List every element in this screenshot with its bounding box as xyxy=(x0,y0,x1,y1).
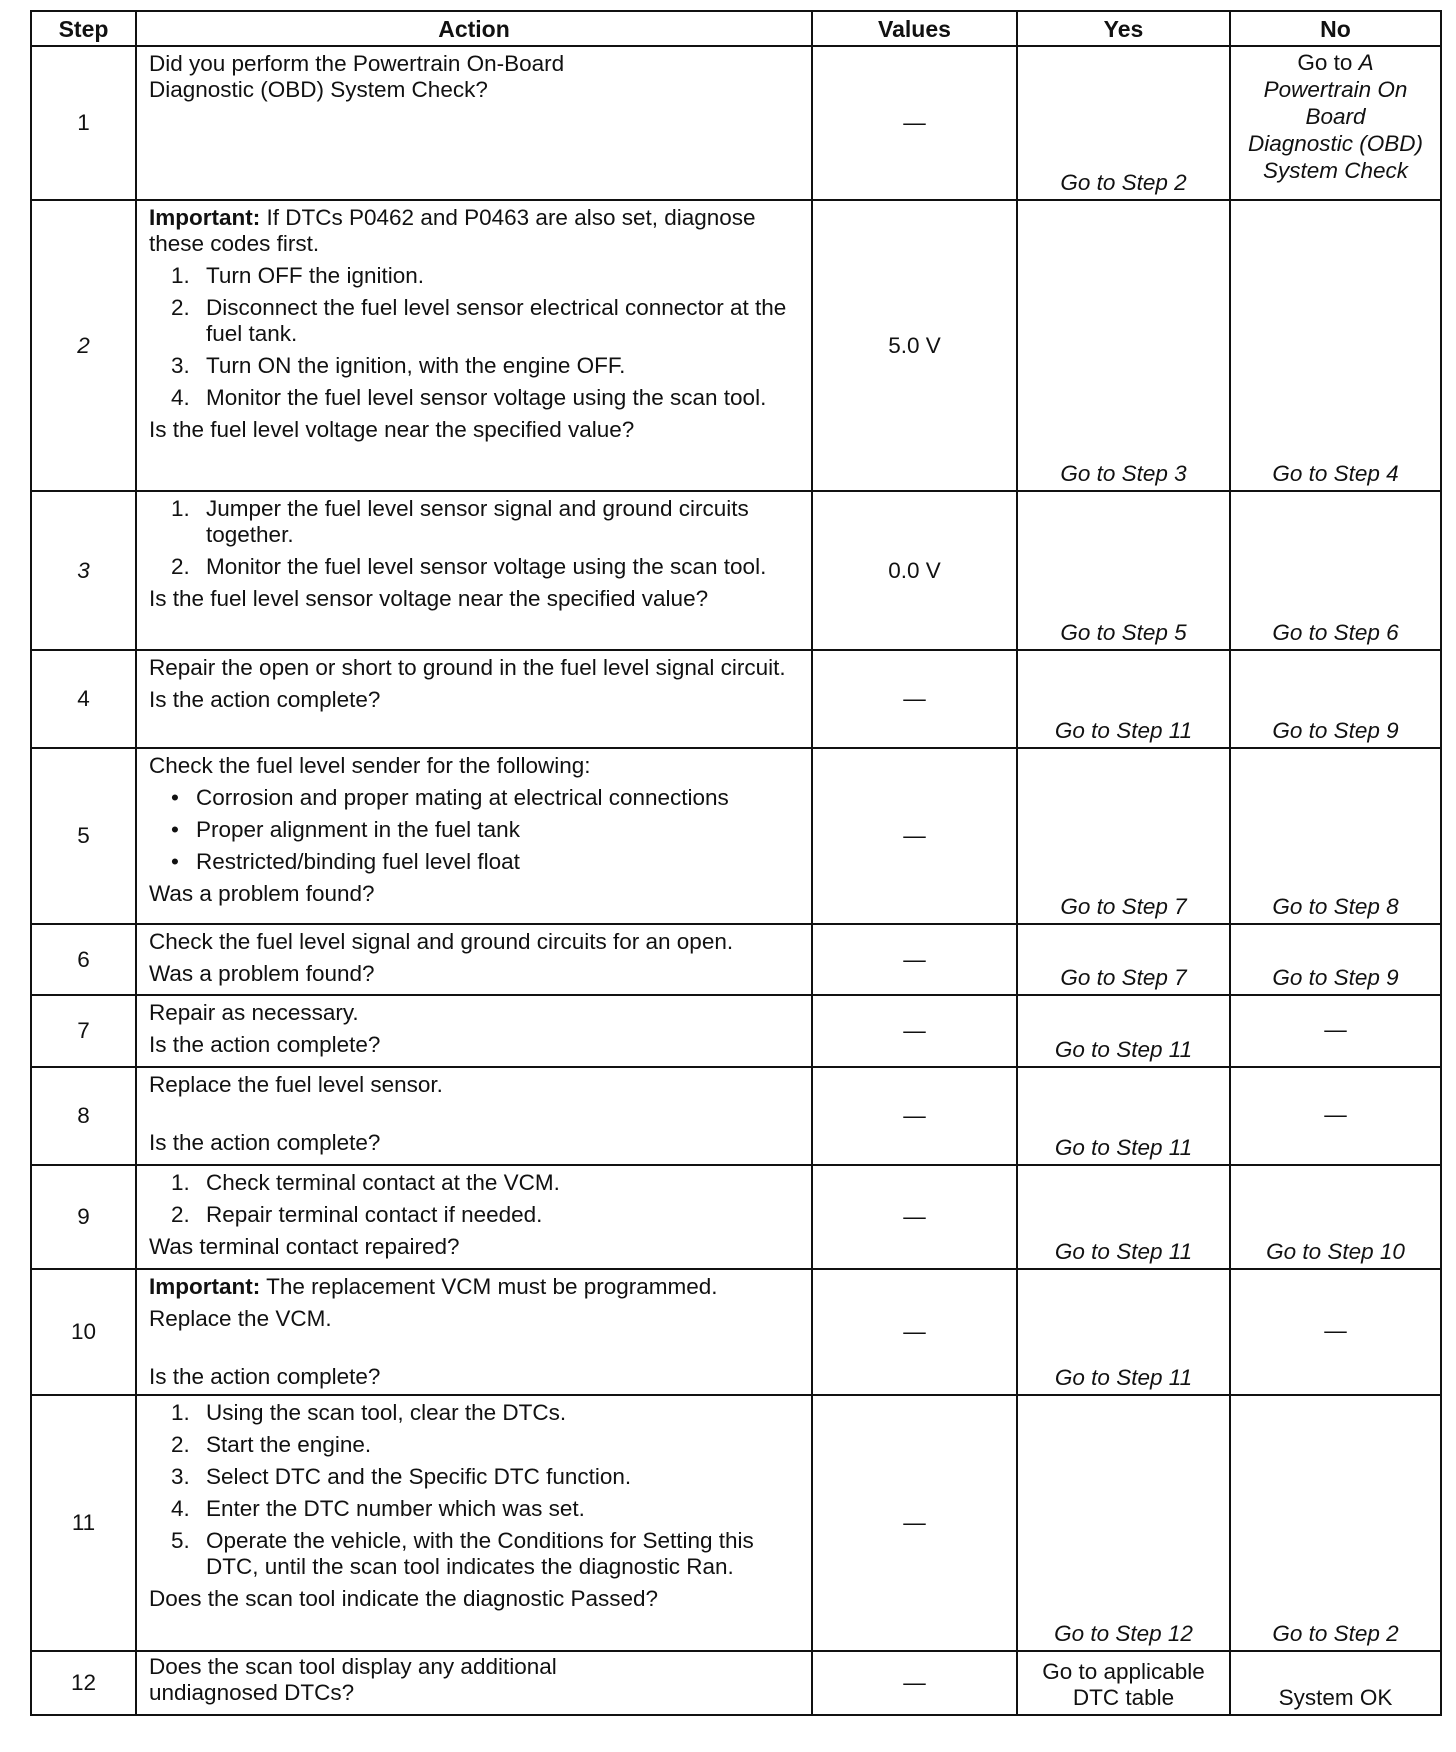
no-cell: Go to Step 10 xyxy=(1230,1165,1441,1269)
no-text: Diagnostic (OBD) xyxy=(1247,131,1424,156)
action-text: Did you perform the Powertrain On-Board xyxy=(149,51,565,76)
step-number: 7 xyxy=(31,995,136,1067)
action-cell xyxy=(136,1067,812,1165)
action-text: Diagnostic (OBD) System Check? xyxy=(149,77,488,102)
no-cell: Go to Step 4 xyxy=(1230,200,1441,491)
values-cell: — xyxy=(812,995,1017,1067)
values-cell: — xyxy=(812,1395,1017,1651)
list-item: • Restricted/binding fuel level float xyxy=(171,849,520,874)
no-cell: — xyxy=(1230,1269,1441,1395)
list-item: 2. Disconnect the fuel level sensor electrical connector at the fuel tank. xyxy=(171,295,787,346)
action-text: Replace the VCM. xyxy=(149,1306,332,1331)
values-cell: — xyxy=(812,748,1017,924)
values-cell: — xyxy=(812,1067,1017,1165)
question: Is the fuel level sensor voltage near the specified value? xyxy=(149,586,709,611)
no-cell xyxy=(1230,46,1441,200)
no-cell: Go to Step 9 xyxy=(1230,924,1441,995)
yes-cell: Go to Step 11 xyxy=(1017,995,1230,1067)
action-cell xyxy=(136,46,812,200)
step-number: 6 xyxy=(31,924,136,995)
question: Is the action complete? xyxy=(149,687,381,712)
no-cell: Go to Step 2 xyxy=(1230,1395,1441,1651)
action-cell xyxy=(136,200,812,491)
yes-cell: Go to Step 11 xyxy=(1017,1269,1230,1395)
action-text: Replace the fuel level sensor. xyxy=(149,1072,443,1097)
yes-cell: Go to Step 12 xyxy=(1017,1395,1230,1651)
values-cell: — xyxy=(812,1651,1017,1715)
list-item: 2. Repair terminal contact if needed. xyxy=(171,1202,543,1227)
values-cell: — xyxy=(812,650,1017,748)
values-cell: — xyxy=(812,924,1017,995)
yes-cell: Go to Step 11 xyxy=(1017,1067,1230,1165)
yes-text: DTC table xyxy=(1072,1685,1175,1710)
no-cell: System OK xyxy=(1230,1651,1441,1715)
table-row xyxy=(31,995,1441,1067)
step-number: 12 xyxy=(31,1651,136,1715)
values-cell: — xyxy=(812,1165,1017,1269)
important-note xyxy=(149,1274,803,1300)
question: Is the action complete? xyxy=(149,1364,381,1389)
list-item: 3. Turn ON the ignition, with the engine OFF. xyxy=(171,353,626,378)
action-text: Does the scan tool display any additional xyxy=(149,1654,557,1679)
important-text: The replacement VCM must be programmed. xyxy=(266,1274,718,1299)
list-item: 5. Operate the vehicle, with the Conditions for Setting this DTC, until the scan tool indicates the diagnostic Ran. xyxy=(171,1528,754,1579)
table-row xyxy=(31,650,1441,748)
action-text: Repair as necessary. xyxy=(149,1000,359,1025)
values-cell: 0.0 V xyxy=(812,491,1017,650)
table-row xyxy=(31,924,1441,995)
step-number: 4 xyxy=(31,650,136,748)
no-text: Go to A xyxy=(1297,50,1374,75)
action-cell xyxy=(136,1269,812,1395)
question: Was terminal contact repaired? xyxy=(149,1234,460,1259)
values-cell: 5.0 V xyxy=(812,200,1017,491)
important-label: Important: xyxy=(149,1274,261,1299)
header-step: Step xyxy=(31,11,136,46)
list-item: 1. Turn OFF the ignition. xyxy=(171,263,425,288)
important-text: If DTCs P0462 and P0463 are also set, diagnose these codes first. xyxy=(149,205,756,256)
action-cell xyxy=(136,1395,812,1651)
list-item: • Corrosion and proper mating at electrical connections xyxy=(171,785,729,810)
yes-cell: Go to Step 3 xyxy=(1017,200,1230,491)
header-row xyxy=(31,11,1441,46)
step-number: 3 xyxy=(31,491,136,650)
list-item: 1. Jumper the fuel level sensor signal and ground circuits together. xyxy=(171,496,749,547)
list-item: 2. Monitor the fuel level sensor voltage using the scan tool. xyxy=(171,554,767,579)
important-label: Important: xyxy=(149,205,261,230)
no-cell: — xyxy=(1230,995,1441,1067)
question: Does the scan tool indicate the diagnostic Passed? xyxy=(149,1586,659,1611)
table-row xyxy=(31,1067,1441,1165)
table-row xyxy=(31,1651,1441,1715)
table-row xyxy=(31,1165,1441,1269)
question: Is the action complete? xyxy=(149,1032,381,1057)
action-text: undiagnosed DTCs? xyxy=(149,1680,355,1705)
list-item: 4. Monitor the fuel level sensor voltage using the scan tool. xyxy=(171,385,767,410)
values-cell: — xyxy=(812,46,1017,200)
table-row xyxy=(31,491,1441,650)
no-text: Powertrain On xyxy=(1263,77,1408,102)
important-note xyxy=(149,205,803,257)
yes-cell: Go to Step 11 xyxy=(1017,1165,1230,1269)
action-text: Check the fuel level sender for the following: xyxy=(149,753,591,778)
table-row xyxy=(31,46,1441,200)
table-row xyxy=(31,1395,1441,1651)
action-cell xyxy=(136,924,812,995)
values-cell: — xyxy=(812,1269,1017,1395)
action-cell xyxy=(136,650,812,748)
table-row xyxy=(31,1269,1441,1395)
list-item: 1. Check terminal contact at the VCM. xyxy=(171,1170,560,1195)
diagnostic-table xyxy=(30,10,1442,1716)
question: Is the action complete? xyxy=(149,1130,381,1155)
list-item: 4. Enter the DTC number which was set. xyxy=(171,1496,585,1521)
action-text: Repair the open or short to ground in the fuel level signal circuit. xyxy=(149,655,786,680)
yes-cell: Go to Step 7 xyxy=(1017,924,1230,995)
no-cell: Go to Step 9 xyxy=(1230,650,1441,748)
step-number: 8 xyxy=(31,1067,136,1165)
question: Was a problem found? xyxy=(149,961,375,986)
action-cell xyxy=(136,1165,812,1269)
header-no: No xyxy=(1230,11,1441,46)
action-text: Check the fuel level signal and ground circuits for an open. xyxy=(149,929,734,954)
no-cell: — xyxy=(1230,1067,1441,1165)
table-row xyxy=(31,748,1441,924)
question: Was a problem found? xyxy=(149,881,375,906)
action-cell xyxy=(136,1651,812,1715)
header-action: Action xyxy=(136,11,812,46)
action-cell xyxy=(136,491,812,650)
action-cell xyxy=(136,995,812,1067)
no-text: Board xyxy=(1305,104,1366,129)
no-text: System Check xyxy=(1262,158,1409,183)
step-number: 10 xyxy=(31,1269,136,1395)
header-yes: Yes xyxy=(1017,11,1230,46)
yes-cell: Go to Step 2 xyxy=(1017,46,1230,200)
table-row xyxy=(31,200,1441,491)
no-cell: Go to Step 8 xyxy=(1230,748,1441,924)
list-item: • Proper alignment in the fuel tank xyxy=(171,817,520,842)
step-number: 2 xyxy=(31,200,136,491)
action-cell xyxy=(136,748,812,924)
no-cell: Go to Step 6 xyxy=(1230,491,1441,650)
yes-cell xyxy=(1017,1651,1230,1715)
yes-cell: Go to Step 11 xyxy=(1017,650,1230,748)
yes-cell: Go to Step 5 xyxy=(1017,491,1230,650)
header-values: Values xyxy=(812,11,1017,46)
step-number: 1 xyxy=(31,46,136,200)
step-number: 5 xyxy=(31,748,136,924)
yes-text: Go to applicable xyxy=(1042,1659,1205,1684)
step-number: 11 xyxy=(31,1395,136,1651)
list-item: 2. Start the engine. xyxy=(171,1432,372,1457)
question: Is the fuel level voltage near the specified value? xyxy=(149,417,635,442)
list-item: 3. Select DTC and the Specific DTC function. xyxy=(171,1464,632,1489)
step-number: 9 xyxy=(31,1165,136,1269)
yes-cell: Go to Step 7 xyxy=(1017,748,1230,924)
list-item: 1. Using the scan tool, clear the DTCs. xyxy=(171,1400,567,1425)
